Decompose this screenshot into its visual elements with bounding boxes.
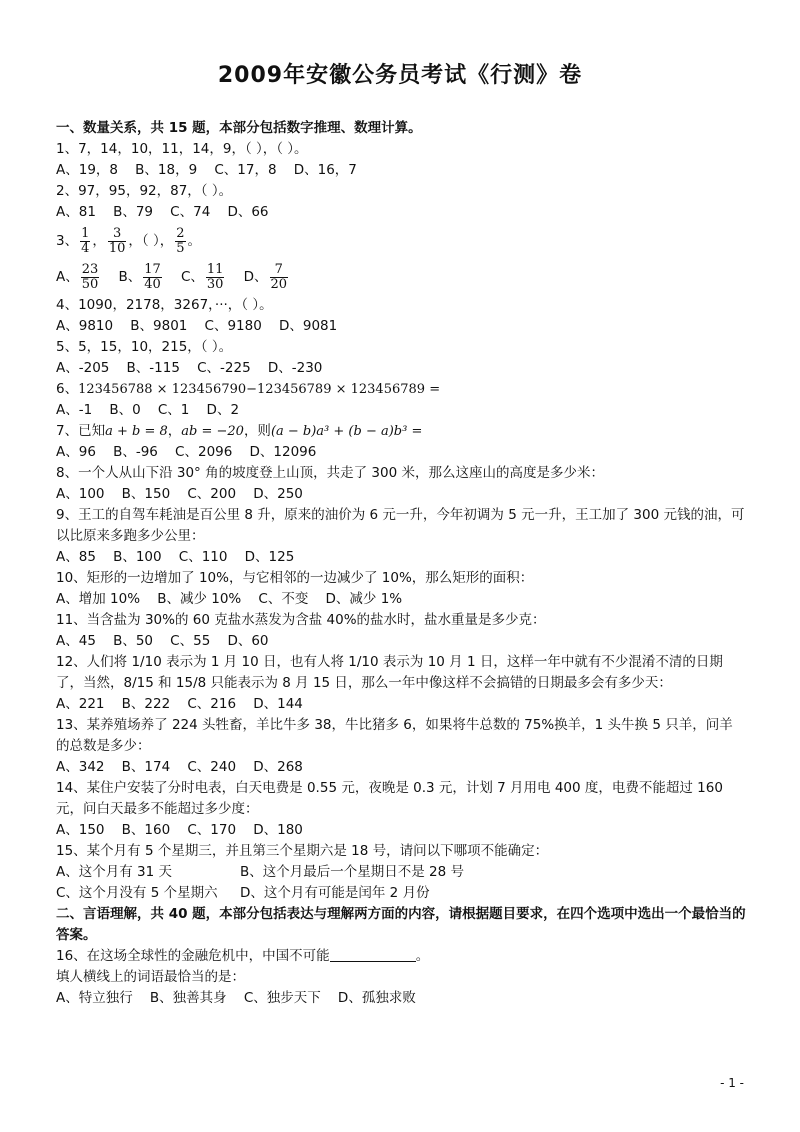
q15-options-row2: [56, 883, 746, 904]
q14-stem: 14、某住户安装了分时电表，白天电费是 0.55 元，夜晚是 0.3 元，计划 7 月用电 400 度，电费不能超过 160 元，问白天最多不能超过多少度：: [56, 780, 723, 817]
q5-options: A、-205 B、-115 C、-225 D、-230: [56, 360, 323, 376]
q3-option-c: $\frac{11}{30}$: [206, 261, 224, 292]
q1-stem: 1、7，14，10，11，14，9，（ ），（ ）。: [56, 141, 308, 157]
q15-option-c: C、这个月没有 5 个星期六: [56, 885, 218, 901]
q3-option-a: $\frac{23}{50}$: [81, 261, 99, 292]
q3-fraction-2: $\frac{3}{10}$: [108, 225, 126, 256]
q13-options: A、342 B、174 C、240 D、268: [56, 759, 303, 775]
q3-option-d: $\frac{7}{20}$: [270, 261, 288, 292]
q15-options-row1: [56, 862, 746, 883]
q7-condition-2: ab = −20: [181, 424, 244, 439]
q4-options: A、9810 B、9801 C、9180 D、9081: [56, 318, 338, 334]
section2-heading: 二、言语理解，共 40 题，本部分包括表达与理解两方面的内容，请根据题目要求，在四个选项中选出一个最恰当的答案。: [56, 906, 746, 943]
q2-options: A、81 B、79 C、74 D、66: [56, 204, 269, 220]
q4-stem: 4、1090，2178，3267，···，（ ）。: [56, 297, 273, 313]
q3-stem: 3、 $\frac{1}{4}$ ， $\frac{3}{10}$ ，（ ）， $\frac{2}{5}$ 。: [56, 225, 201, 256]
q8-options: A、100 B、150 C、200 D、250: [56, 486, 303, 502]
q9-stem: 9、王工的自驾车耗油是百公里 8 升，原来的油价为 6 元一升，今年初调为 5 元一升，王工加了 300 元钱的油，可以比原来多跑多少公里：: [56, 507, 745, 544]
page-title: 2009年安徽公务员考试《行测》卷: [217, 63, 583, 88]
section1-heading: 一、数量关系，共 15 题，本部分包括数字推理、数理计算。: [56, 120, 422, 136]
q10-options: A、增加 10% B、减少 10% C、不变 D、减少 1%: [56, 591, 403, 607]
q3-fraction-1: $\frac{1}{4}$: [81, 225, 90, 256]
answer-blank: [330, 947, 416, 962]
q3-options: A、 $\frac{23}{50}$ B、 $\frac{17}{40}$ C、 $\frac{11}{30}$ D、 $\frac{7}{20}$: [56, 261, 288, 292]
q5-stem: 5、5，15，10，215，（ ）。: [56, 339, 233, 355]
q3-fraction-3: $\frac{2}{5}$: [176, 225, 185, 256]
page-number: - 1 -: [720, 1076, 744, 1090]
q15-option-a: A、这个月有 31 天: [56, 864, 172, 880]
q6-options: A、-1 B、0 C、1 D、2: [56, 402, 240, 418]
q16-stem: 16、在这场全球性的金融危机中，中国不可能 。: [56, 948, 430, 964]
q6-expression: 123456788 × 123456790−123456789 × 123456789 =: [78, 382, 441, 397]
q12-options: A、221 B、222 C、216 D、144: [56, 696, 303, 712]
q6-stem: 6、123456788 × 123456790−123456789 × 123456789 =: [56, 381, 441, 397]
q15-option-d: D、这个月有可能是闰年 2 月份: [240, 885, 430, 901]
q14-options: A、150 B、160 C、170 D、180: [56, 822, 303, 838]
q15-option-b: B、这个月最后一个星期日不是 28 号: [240, 864, 465, 880]
q16-options: A、特立独行 B、独善其身 C、独步天下 D、孤独求败: [56, 990, 416, 1006]
q11-stem: 11、当含盐为 30%的 60 克盐水蒸发为含盐 40%的盐水时，盐水重量是多少克：: [56, 612, 546, 628]
q9-options: A、85 B、100 C、110 D、125: [56, 549, 295, 565]
q16-prompt: 填人横线上的词语最恰当的是：: [56, 969, 245, 985]
q7-stem: 7、已知a + b = 8，ab = −20，则(a − b)a³ + (b − a)b³ =: [56, 423, 423, 439]
q2-stem: 2、97，95，92，87，（ ）。: [56, 183, 233, 199]
q10-stem: 10、矩形的一边增加了 10%，与它相邻的一边减少了 10%，那么矩形的面积：: [56, 570, 534, 586]
q12-stem: 12、人们将 1/10 表示为 1 月 10 日，也有人将 1/10 表示为 10 月 1 日，这样一年中就有不少混淆不清的日期了，当然，8/15 和 15/8 只能表示为 8 月 15 日，那么一年中像这样不会搞错的日期最多会有多少天：: [56, 654, 723, 691]
q7-expression: (a − b)a³ + (b − a)b³ =: [270, 424, 423, 439]
q11-options: A、45 B、50 C、55 D、60: [56, 633, 269, 649]
q3-option-b: $\frac{17}{40}$: [144, 261, 161, 292]
exam-content: [56, 118, 746, 1009]
q15-stem: 15、某个月有 5 个星期三，并且第三个星期六是 18 号，请问以下哪项不能确定：: [56, 843, 549, 859]
q1-options: A、19，8 B、18，9 C、17，8 D、16，7: [56, 162, 357, 178]
q8-stem: 8、一个人从山下沿 30° 角的坡度登上山顶，共走了 300 米，那么这座山的高度是多少米：: [56, 465, 604, 481]
q7-condition-1: a + b = 8: [105, 424, 168, 439]
q3-prefix: 3、: [56, 233, 79, 249]
q13-stem: 13、某养殖场养了 224 头牲畜，羊比牛多 38，牛比猪多 6，如果将牛总数的 75%换羊，1 头牛换 5 只羊，问羊的总数是多少：: [56, 717, 733, 754]
q7-options: A、96 B、-96 C、2096 D、12096: [56, 444, 317, 460]
